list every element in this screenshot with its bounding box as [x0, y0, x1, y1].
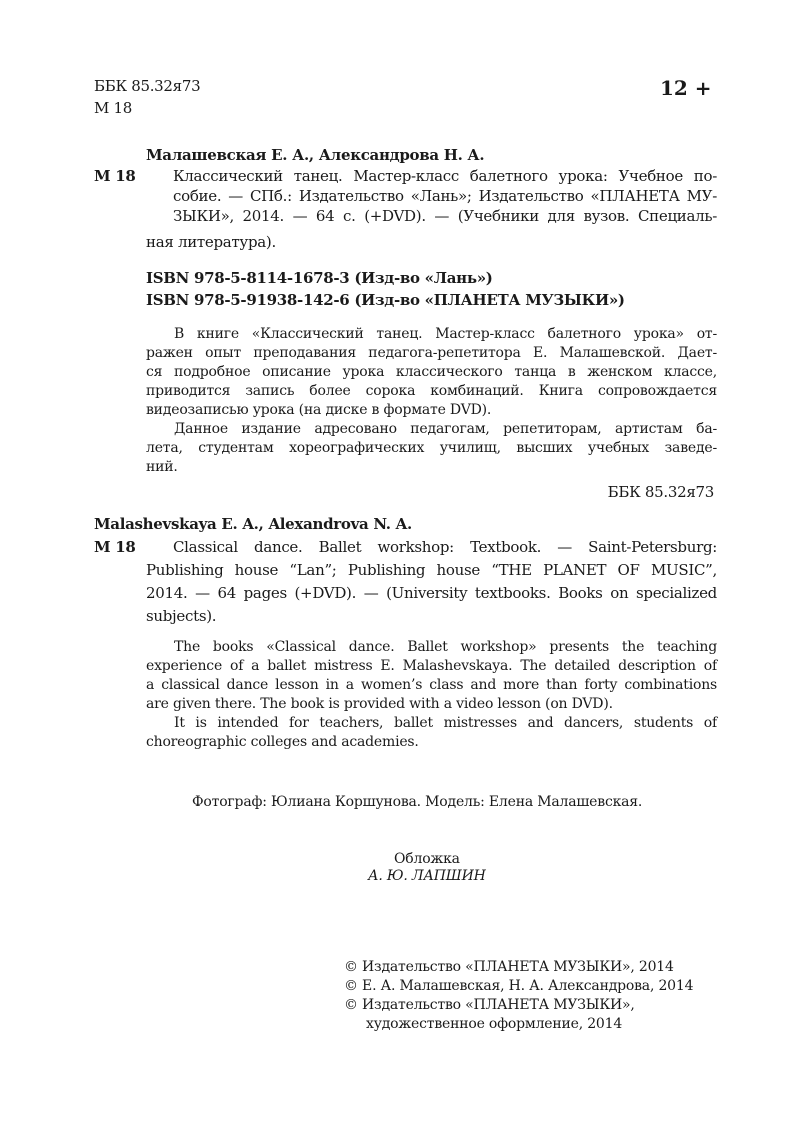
- ru-desc-line: ЗЫКИ», 2014. — 64 с. (+DVD). — (Учебники для вузов. Специаль-: [173, 207, 717, 225]
- ru-abstract-line: приводится запись более сорока комбинаций. Книга сопровождается: [146, 383, 717, 399]
- ru-abstract-line: ся подробное описание урока классического танца в женском классе,: [146, 364, 717, 380]
- photo-credit: Фотограф: Юлиана Коршунова. Модель: Елена Малашевская.: [192, 794, 643, 810]
- ru-isbn-planet: ISBN 978-5-91938-142-6 (Изд-во «ПЛАНЕТА МУЗЫКИ»): [146, 291, 625, 309]
- ru-desc-line: собие. — СПб.: Издательство «Лань»; Издательство «ПЛАНЕТА МУ-: [173, 187, 717, 205]
- en-abstract-line: The books «Classical dance. Ballet workshop» presents the teaching: [174, 639, 717, 655]
- copyright-line: © Издательство «ПЛАНЕТА МУЗЫКИ», 2014: [344, 959, 674, 975]
- bbk-code: ББК 85.32я73: [94, 77, 201, 95]
- ru-bibliographic-description: [173, 166, 717, 226]
- en-desc-line: subjects).: [146, 607, 217, 625]
- copyright-block: [344, 958, 693, 1034]
- author-mark: М 18: [94, 99, 133, 117]
- cover-label: Обложка: [394, 851, 460, 867]
- copyright-line: © Е. А. Малашевская, Н. А. Александрова, 2014: [344, 978, 694, 994]
- ru-desc-line: Классический танец. Мастер-класс балетного урока: Учебное по-: [173, 167, 717, 185]
- en-desc-line: 2014. — 64 pages (+DVD). — (University textbooks. Books on specialized: [146, 584, 717, 602]
- en-abstract-line: a classical dance lesson in a women’s class and more than forty combinations: [146, 677, 717, 693]
- ru-abstract-line: ний.: [146, 459, 178, 475]
- ru-isbn-lan: ISBN 978-5-8114-1678-3 (Изд-во «Лань»): [146, 269, 493, 287]
- copyright-line: художественное оформление, 2014: [366, 1016, 623, 1032]
- en-mark: M 18: [94, 538, 136, 556]
- en-desc-line: Classical dance. Ballet workshop: Textbook. — Saint-Petersburg:: [173, 538, 717, 556]
- cover-artist: А. Ю. ЛАПШИН: [368, 868, 486, 884]
- en-abstract: [146, 638, 717, 752]
- ru-mark: М 18: [94, 167, 136, 185]
- ru-abstract: [146, 325, 717, 477]
- ru-abstract-line: видеозаписью урока (на диске в формате DVD).: [146, 402, 492, 418]
- ru-desc-line: ная литература).: [146, 233, 276, 251]
- en-bibliographic-description-cont: [146, 560, 717, 626]
- ru-authors: Малашевская Е. А., Александрова Н. А.: [146, 146, 485, 164]
- ru-abstract-line: ражен опыт преподавания педагога-репетитора Е. Малашевской. Дает-: [146, 345, 717, 361]
- ru-abstract-line: лета, студентам хореографических училищ, высших учебных заведе-: [146, 440, 717, 456]
- en-authors: Malashevskaya E. A., Alexandrova N. A.: [94, 515, 412, 533]
- ru-abstract-line: Данное издание адресовано педагогам, репетиторам, артистам ба-: [174, 421, 717, 437]
- en-abstract-line: are given there. The book is provided with a video lesson (on DVD).: [146, 696, 613, 712]
- ru-abstract-line: В книге «Классический танец. Мастер-класс балетного урока» от-: [174, 326, 717, 342]
- ru-bbk-code: ББК 85.32я73: [607, 483, 714, 501]
- copyright-line: © Издательство «ПЛАНЕТА МУЗЫКИ»,: [344, 997, 635, 1013]
- en-abstract-line: experience of a ballet mistress E. Malashevskaya. The detailed description of: [146, 658, 717, 674]
- en-desc-line: Publishing house “Lan”; Publishing house “THE PLANET OF MUSIC”,: [146, 561, 717, 579]
- en-abstract-line: choreographic colleges and academies.: [146, 734, 419, 750]
- age-rating: 12 +: [660, 76, 712, 100]
- en-abstract-line: It is intended for teachers, ballet mistresses and dancers, students of: [174, 715, 717, 731]
- en-bibliographic-description: [173, 537, 717, 557]
